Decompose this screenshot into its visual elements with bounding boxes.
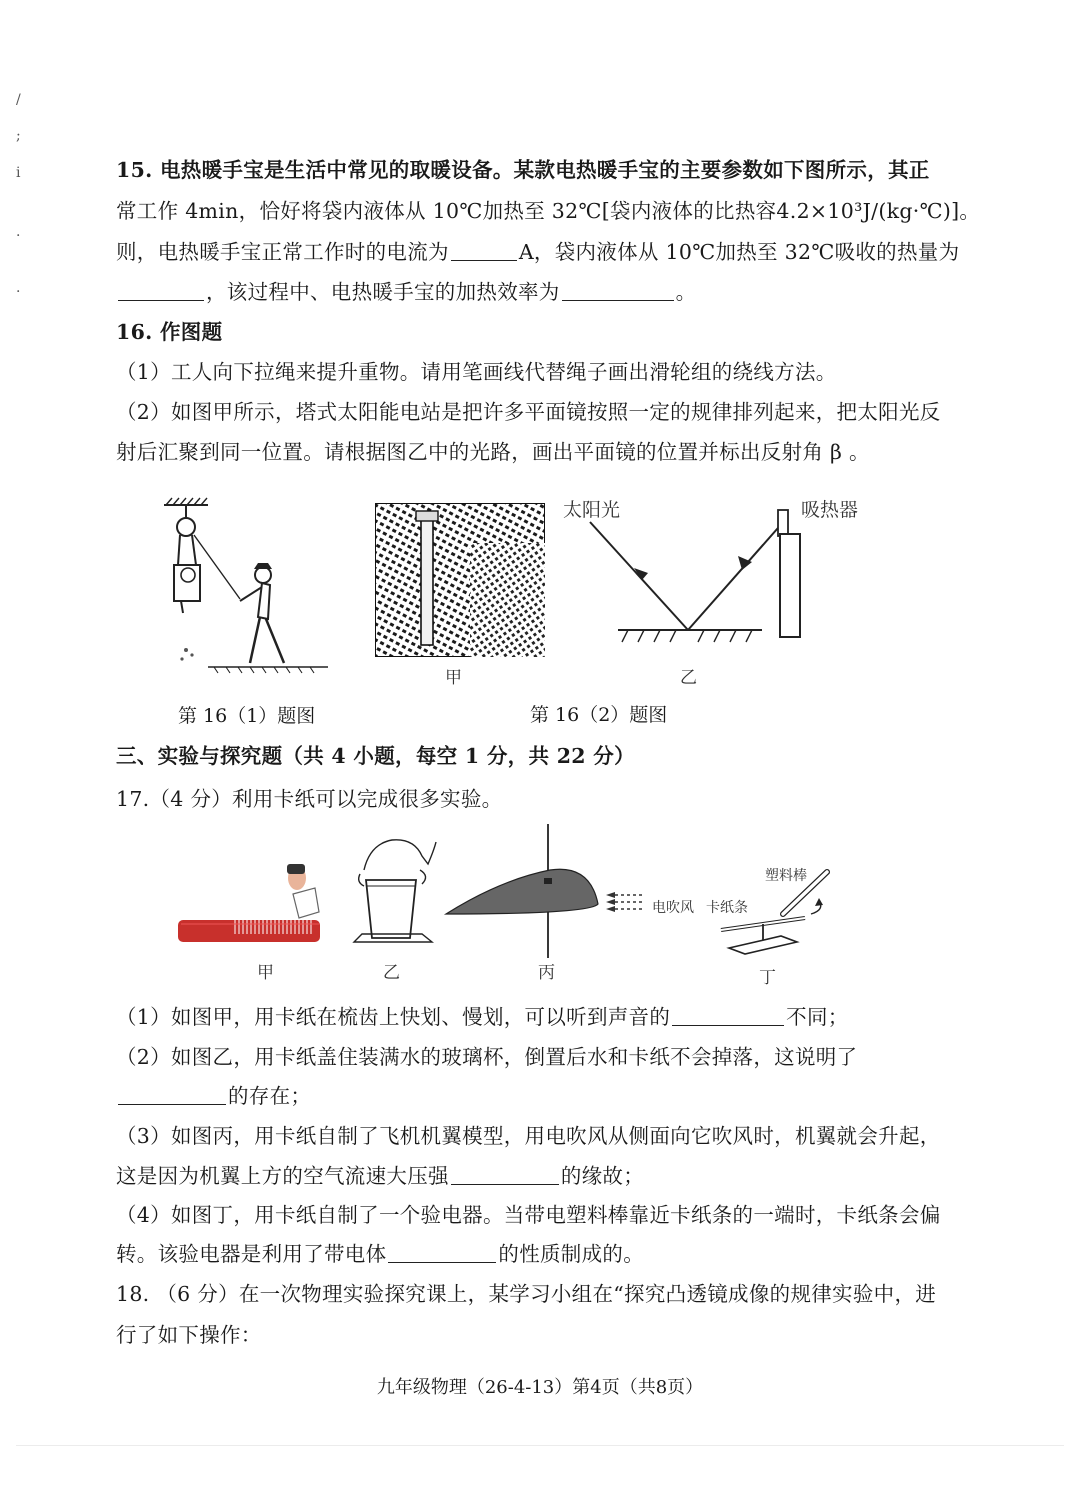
q15-line-3	[116, 238, 960, 266]
q16-title: 16. 作图题	[116, 320, 223, 344]
q17-text-3c: 的缘故；	[560, 1164, 645, 1188]
fig-16-1-caption: 第 16（1）题图	[178, 705, 316, 727]
q17-text-1a: （1）如图甲，用卡纸在梳齿上快划、慢划，可以听到声音的	[116, 1005, 671, 1029]
margin-mark: ·	[16, 284, 21, 300]
fig-16-2-light-path	[580, 500, 810, 655]
page-bottom-edge	[16, 1445, 1064, 1446]
q15-line-4	[116, 278, 946, 306]
fig-16-2-label-yi: 乙	[680, 668, 697, 688]
q17-intro: 17.（4 分）利用卡纸可以完成很多实验。	[116, 787, 503, 811]
margin-mark: i	[16, 165, 21, 181]
fig-17-jia-comb	[175, 860, 325, 946]
label-sunlight: 太阳光	[563, 499, 621, 521]
section-3-title: 三、实验与探究题（共 4 小题，每空 1 分，共 22 分）	[116, 744, 635, 768]
q17-pitch-blank[interactable]	[672, 1005, 784, 1026]
q17-wing-blank[interactable]	[451, 1164, 559, 1185]
q15-text-4b: 。	[675, 280, 697, 304]
label-heat-absorber: 吸热器	[801, 499, 859, 521]
q17-part-3-line-1: （3）如图丙，用卡纸自制了飞机机翼模型，用电吹风从侧面向它吹风时，机翼就会升起，	[116, 1124, 941, 1148]
fig-17-label-ding: 丁	[759, 968, 776, 988]
q16-part-1: （1）工人向下拉绳来提升重物。请用笔画线代替绳子画出滑轮组的绕线方法。	[116, 360, 837, 384]
fig-17-yi-inverted-cup	[350, 830, 440, 948]
q17-charge-blank[interactable]	[388, 1242, 496, 1263]
q17-text-2b: 的存在；	[228, 1084, 312, 1108]
q15-text-3b: A，袋内液体从 10℃加热至 32℃吸收的热量为	[518, 240, 960, 264]
q16-part-2-line-1: （2）如图甲所示，塔式太阳能电站是把许多平面镜按照一定的规律排列起来，把太阳光反	[116, 400, 941, 424]
q17-part-4-line-2	[116, 1240, 946, 1268]
q15-line-2: 常工作 4min，恰好将袋内液体从 10℃加热至 32℃[袋内液体的比热容4.2×10³J/(kg·℃)]。	[116, 199, 981, 223]
q17-text-4b: 转。该验电器是利用了带电体	[116, 1242, 387, 1266]
fig-16-1-pulley-worker	[158, 495, 338, 685]
fig-17-label-yi: 乙	[383, 963, 400, 983]
fig-17-label-bing: 丙	[538, 963, 555, 983]
q16-part-2-line-2: 射后汇聚到同一位置。请根据图乙中的光路，画出平面镜的位置并标出反射角 β 。	[116, 440, 870, 464]
page-footer: 九年级物理（26-4-13）第4页（共8页）	[376, 1377, 704, 1398]
q17-text-3b: 这是因为机翼上方的空气流速大压强	[116, 1164, 449, 1188]
q18-line-1: 18. （6 分）在一次物理实验探究课上，某学习小组在“探究凸透镜成像的规律实验中，进	[116, 1282, 937, 1306]
q17-pressure-blank[interactable]	[118, 1084, 226, 1105]
label-card-strip: 卡纸条	[706, 900, 748, 916]
q18-line-2: 行了如下操作：	[116, 1323, 262, 1347]
q17-part-2-line-1: （2）如图乙，用卡纸盖住装满水的玻璃杯，倒置后水和卡纸不会掉落，这说明了	[116, 1045, 858, 1069]
q15-line-1: 15. 电热暖手宝是生活中常见的取暖设备。某款电热暖手宝的主要参数如下图所示，其正	[116, 158, 930, 182]
q17-text-1b: 不同；	[786, 1005, 849, 1029]
label-plastic-rod: 塑料棒	[765, 868, 807, 884]
q17-part-4-line-1: （4）如图丁，用卡纸自制了一个验电器。当带电塑料棒靠近卡纸条的一端时，卡纸条会偏	[116, 1203, 941, 1227]
fig-17-bing-wing-model	[440, 822, 710, 962]
fig-16-2-caption: 第 16（2）题图	[530, 704, 668, 726]
q15-text-3a: 则，电热暖手宝正常工作时的电流为	[116, 240, 449, 264]
fig-16-2-label-jia: 甲	[445, 668, 462, 688]
margin-mark: ·	[16, 228, 21, 244]
fig-16-2-solar-tower-photo	[375, 503, 545, 657]
q15-text-4a: ，该过程中、电热暖手宝的加热效率为	[206, 280, 560, 304]
margin-mark: ;	[16, 128, 21, 144]
fig-17-label-jia: 甲	[257, 963, 274, 983]
q17-part-3-line-2	[116, 1162, 946, 1190]
margin-mark: /	[16, 92, 21, 108]
q17-part-1	[116, 1003, 946, 1031]
q17-text-4c: 的性质制成的。	[498, 1242, 645, 1266]
q15-efficiency-blank[interactable]	[562, 280, 674, 301]
q17-part-2-line-2	[116, 1082, 946, 1110]
q15-current-blank[interactable]	[451, 240, 517, 261]
q15-heat-blank[interactable]	[118, 280, 204, 301]
label-hair-dryer: 电吹风	[652, 900, 694, 916]
